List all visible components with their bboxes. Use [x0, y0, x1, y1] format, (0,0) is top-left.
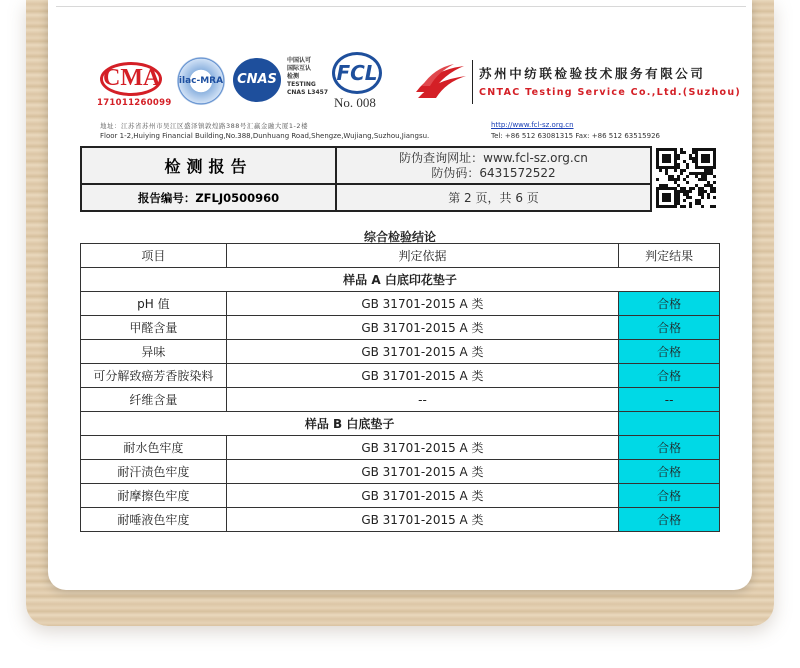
basis-cell: GB 31701-2015 A 类 [226, 436, 618, 460]
conclusion-caption: 综合检验结论 [363, 230, 436, 244]
report-number: 报告编号：ZFLJ0500960 [81, 184, 336, 211]
qr-module [683, 205, 686, 208]
result-cell: 合格 [619, 436, 720, 460]
cma-logo: CMA [100, 62, 162, 96]
qr-module [689, 196, 692, 199]
cnas-accreditation-note [287, 57, 329, 97]
qr-module [689, 205, 692, 208]
column-header: 判定依据 [226, 244, 618, 268]
qr-module [686, 181, 689, 184]
qr-module [713, 190, 716, 193]
result-cell: 合格 [619, 364, 720, 388]
page-info: 第 2 页，共 6 页 [336, 184, 651, 211]
table-row [81, 460, 720, 484]
result-cell: 合格 [619, 292, 720, 316]
sample-b-row [81, 412, 720, 436]
sample-a-row [81, 268, 720, 292]
table-row [81, 436, 720, 460]
cnas-note-line: CNAS L3457 [287, 89, 329, 96]
page-edge-top [56, 6, 746, 7]
column-header: 项目 [81, 244, 227, 268]
qr-module [707, 196, 710, 199]
qr-module [686, 175, 689, 178]
result-cell: -- [619, 388, 720, 412]
basis-cell: GB 31701-2015 A 类 [226, 316, 618, 340]
table-row [81, 340, 720, 364]
company-name-en: CNTAC Testing Service Co.,Ltd.(Suzhou) [479, 87, 742, 98]
basis-cell: GB 31701-2015 A 类 [226, 292, 618, 316]
cnas-note-line: 检测 [287, 73, 300, 80]
qr-module [713, 205, 716, 208]
result-cell: 合格 [619, 460, 720, 484]
qr-module [683, 169, 686, 172]
table-row [81, 388, 720, 412]
item-cell: 甲醛含量 [81, 316, 227, 340]
fcl-logo: FCL [332, 52, 382, 94]
qr-module [701, 205, 704, 208]
result-cell: 合格 [619, 316, 720, 340]
verify-site: 防伪查询网址：www.fcl-sz.org.cn [399, 150, 588, 165]
qr-module [656, 178, 659, 181]
item-cell: 异味 [81, 340, 227, 364]
qr-module [692, 187, 695, 190]
sample-a-label: 样品 A 白底印花垫子 [81, 268, 720, 292]
column-header: 判定结果 [619, 244, 720, 268]
basis-cell: GB 31701-2015 A 类 [226, 340, 618, 364]
item-cell: 耐汗渍色牢度 [81, 460, 227, 484]
result-cell: 合格 [619, 508, 720, 532]
cnas-note-line: TESTING [287, 81, 316, 88]
address-cn: 地址：江苏省苏州市吴江区盛泽镇敦煌路388号汇赢金融大厦1-2楼 [100, 122, 309, 130]
address-en: Floor 1-2,Huiying Financial Building,No.388,Dunhuang Road,Shengze,Wujiang,Suzhou,Jiangsu. [100, 132, 430, 140]
item-cell: 可分解致癌芳香胺染料 [81, 364, 227, 388]
table-row [81, 364, 720, 388]
qr-module [680, 172, 683, 175]
tel-fax: Tel: +86 512 63081315 Fax: +86 512 63515926 [491, 132, 660, 140]
qr-module [683, 151, 686, 154]
item-cell: 纤维含量 [81, 388, 227, 412]
result-cell: 合格 [619, 340, 720, 364]
qr-module [674, 169, 677, 172]
report-title: 检测报告 [81, 147, 336, 184]
result-cell: 合格 [619, 484, 720, 508]
qr-module [677, 178, 680, 181]
qr-code[interactable] [656, 148, 716, 208]
cma-number: 171011260099 [97, 98, 172, 108]
cnas-note-line: 中国认可 [287, 57, 312, 64]
table-row [81, 316, 720, 340]
table-header-row [81, 244, 720, 268]
verify-info [336, 147, 651, 184]
qr-module [668, 160, 671, 163]
qr-module [713, 166, 716, 169]
website-link[interactable]: http://www.fcl-sz.org.cn [491, 121, 574, 129]
header-divider [472, 60, 473, 104]
verify-code: 防伪码：6431572522 [431, 165, 556, 180]
item-cell: 耐水色牢度 [81, 436, 227, 460]
item-cell: 耐唾液色牢度 [81, 508, 227, 532]
qr-module [668, 199, 671, 202]
table-row [81, 508, 720, 532]
item-cell: 耐摩擦色牢度 [81, 484, 227, 508]
qr-module [686, 166, 689, 169]
qr-module [683, 199, 686, 202]
report-title-table [80, 146, 652, 212]
qr-module [674, 205, 677, 208]
cnas-note-line: 国际互认 [287, 65, 312, 72]
qr-module [701, 196, 704, 199]
conclusion-table [80, 243, 720, 532]
qr-module [713, 175, 716, 178]
sample-b-result-cell [619, 412, 720, 436]
company-name-cn: 苏州中纺联检验技术服务有限公司 [479, 66, 706, 81]
basis-cell: -- [226, 388, 618, 412]
qr-module [713, 181, 716, 184]
sample-b-label: 样品 B 白底垫子 [81, 412, 619, 436]
ilac-mra-logo: ilac-MRA [175, 55, 227, 107]
item-cell: pH 值 [81, 292, 227, 316]
qr-module [689, 190, 692, 193]
fcl-number: No. 008 [334, 95, 376, 110]
basis-cell: GB 31701-2015 A 类 [226, 484, 618, 508]
cnas-logo: CNAS [233, 58, 281, 102]
table-row [81, 484, 720, 508]
qr-module [713, 196, 716, 199]
qr-module [677, 157, 680, 160]
qr-module [659, 169, 662, 172]
cntac-flag-logo [414, 62, 468, 102]
basis-cell: GB 31701-2015 A 类 [226, 364, 618, 388]
qr-module [707, 160, 710, 163]
basis-cell: GB 31701-2015 A 类 [226, 460, 618, 484]
table-row [81, 292, 720, 316]
basis-cell: GB 31701-2015 A 类 [226, 508, 618, 532]
